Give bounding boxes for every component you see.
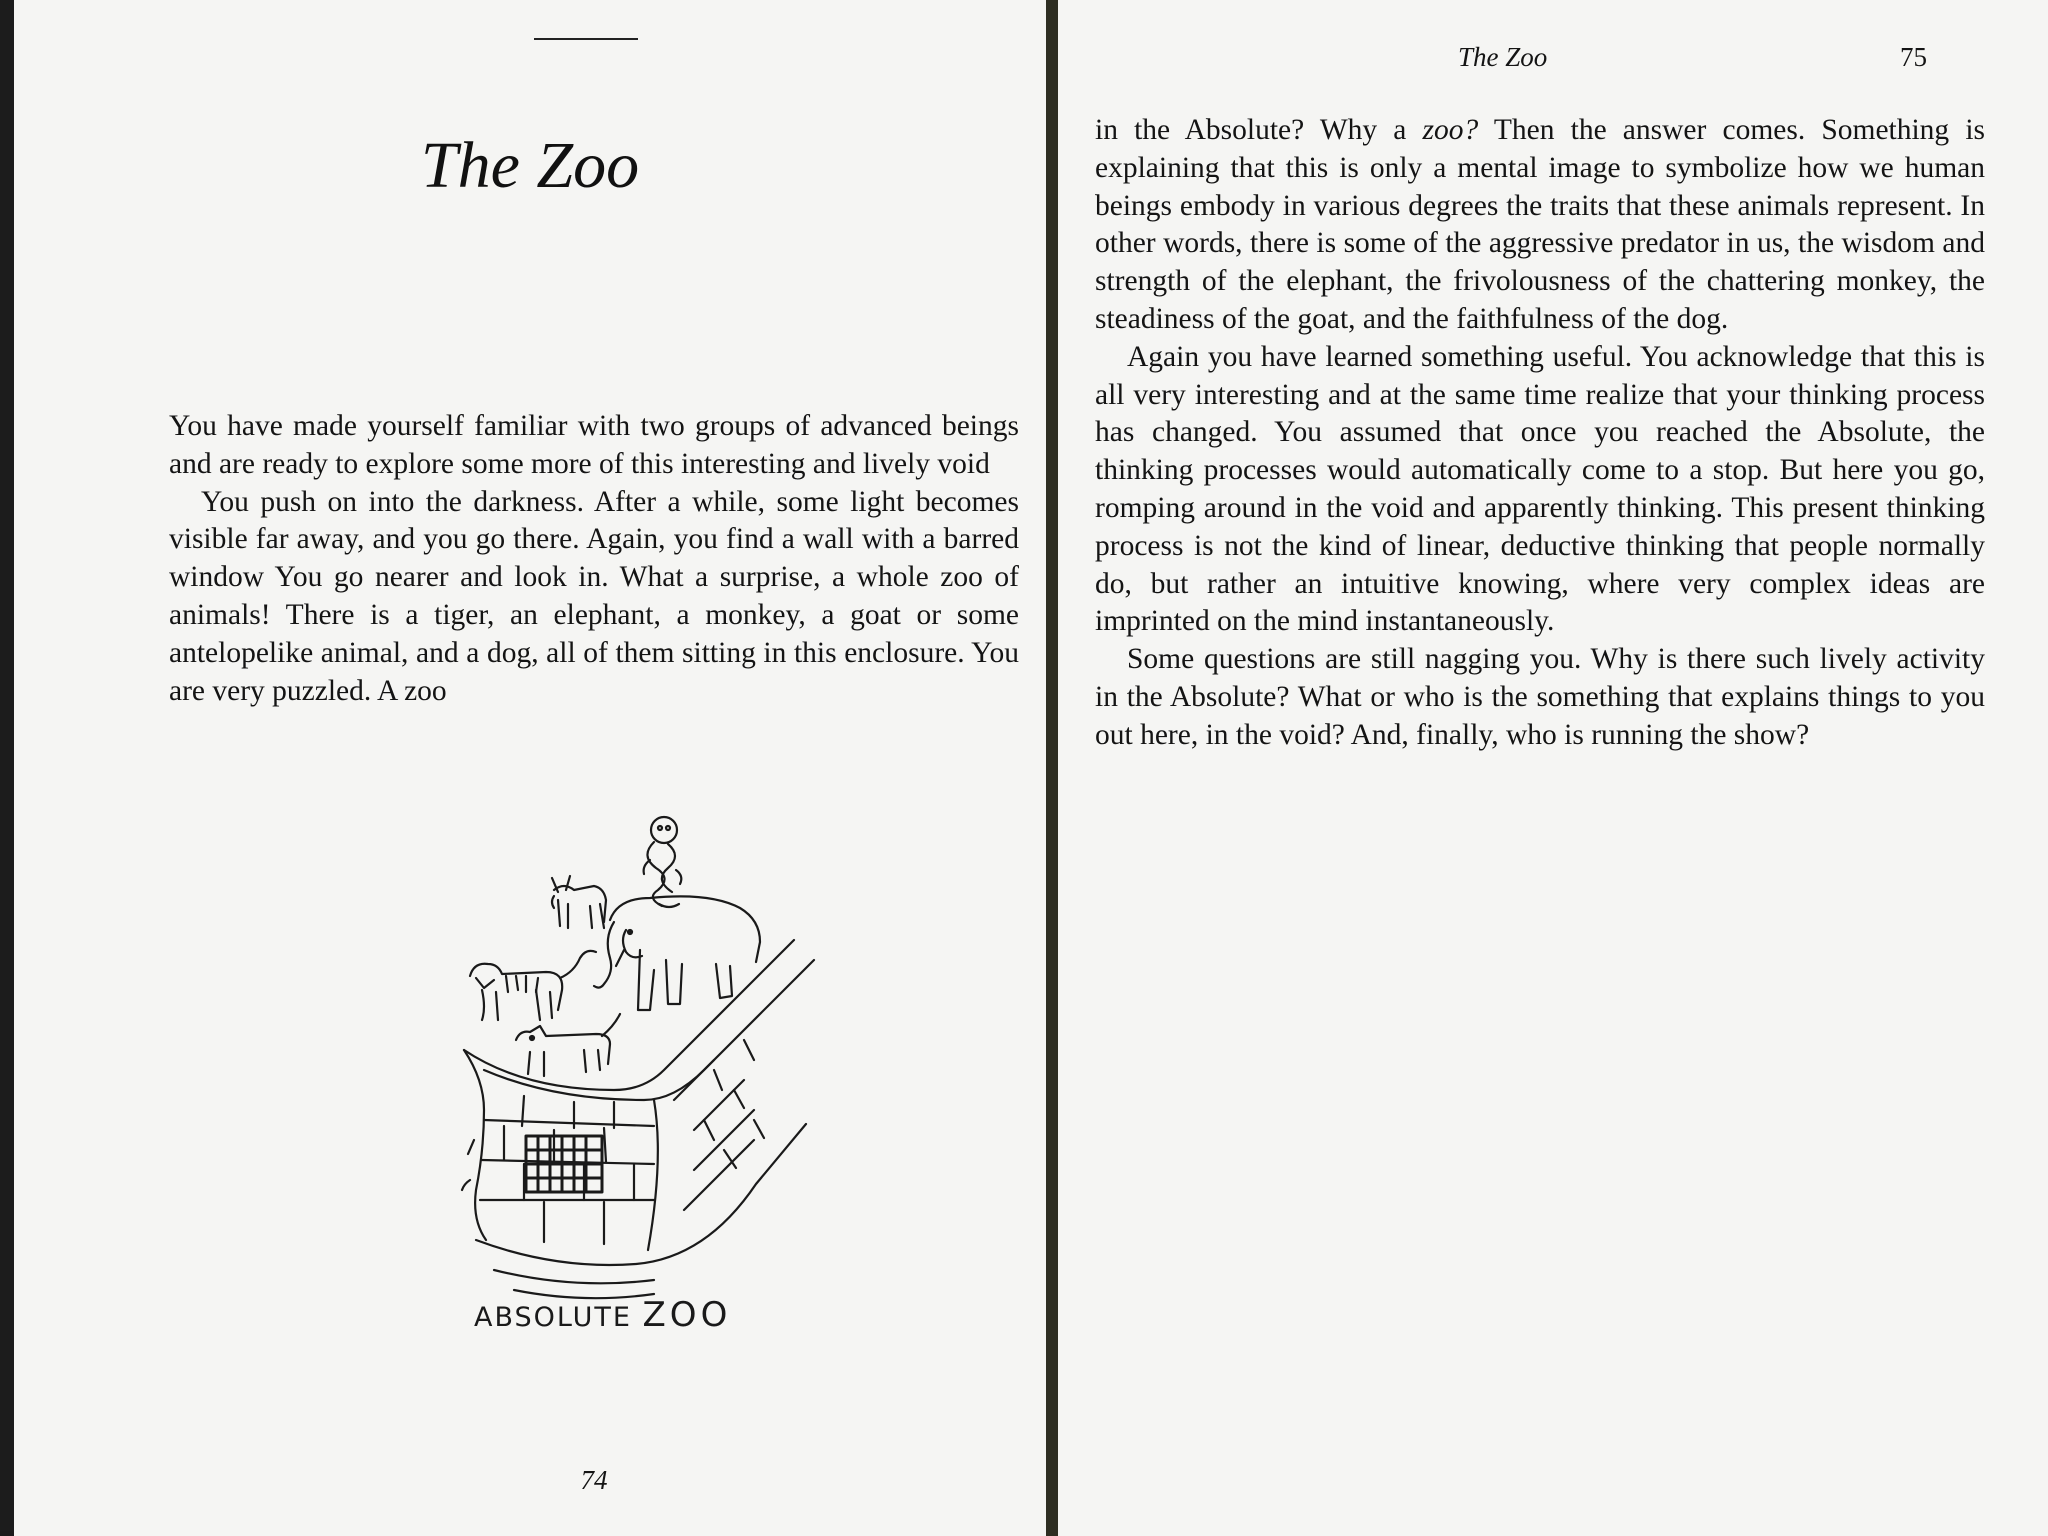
caption-word: ZOO [642, 1295, 732, 1335]
dog-drawing [516, 1014, 620, 1076]
illustration-caption [474, 1295, 774, 1335]
paragraph: Again you have learned something useful. You acknowledge that this is all very interesting and at the same time realize that your thinking process has changed. You assumed that once you reached the Absolute, the thinking processes would automatically come to a stop. But here you go, romping around in the void and apparently thinking. This present thinking process is not the kind of linear, deductive thinking that people normally do, but rather an intuitive knowing, where very complex ideas are imprinted on the mind instantaneously. [1095, 340, 1985, 638]
paragraph-text: Then the answer comes. Something is explaining that this is only a mental image to symbolize how we human beings embody in various degrees the traits that these animals represent. In other words, there is some of the aggressive predator in us, the wisdom and strength of the elephant, the frivolousness of the chattering monkey, the steadiness of the goat, and the faithfulness of the dog. [1095, 114, 1985, 335]
zoo-illustration [454, 800, 834, 1340]
monkey-drawing [644, 817, 682, 907]
caption-word: ABSOLUTE [474, 1302, 632, 1333]
paragraph: You have made yourself familiar with two groups of advanced beings and are ready to explore some more of this interesting and lively void [169, 410, 1019, 480]
chapter-title: The Zoo [420, 129, 640, 202]
paragraph-text: in the Absolute? Why a [1095, 114, 1423, 146]
left-page [14, 0, 1046, 1536]
page-number-left [14, 1464, 1174, 1496]
barred-window [526, 1136, 602, 1192]
page-number-right: 75 [1900, 42, 1927, 72]
title-rule [534, 38, 638, 40]
page-number: 74 [580, 1465, 608, 1495]
book-spine-gutter [1046, 0, 1058, 1536]
running-head-title: The Zoo [1458, 42, 1548, 72]
goat-drawing [552, 876, 606, 928]
emphasis-text: zoo? [1422, 114, 1479, 146]
paragraph [1095, 112, 1985, 339]
tiger-drawing [470, 951, 596, 1020]
right-page-body [1095, 112, 1985, 755]
elephant-drawing [594, 896, 760, 1010]
paragraph: You push on into the darkness. After a while, some light becomes visible far away, and you go there. Again, you find a wall with a barred window You go nearer and look in. What a surprise, a whole zoo of animals! There is a tiger, an elephant, a monkey, a goat or some antelopelike animal, and a dog, all of them sitting in this enclosure. You are very puzzled. A zoo [169, 485, 1019, 707]
right-page [1058, 0, 2048, 1536]
left-page-body [169, 408, 1019, 710]
scan-edge-left [0, 0, 14, 1536]
paragraph: Some questions are still nagging you. Why is there such lively activity in the Absolute? What or who is the something that explains things to you out here, in the void? And, finally, who is running the show? [1095, 643, 1985, 751]
